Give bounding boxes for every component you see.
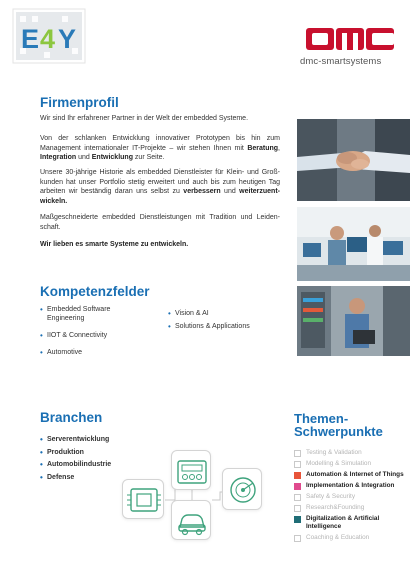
highlight-entwicklung: Entwicklung <box>91 154 133 161</box>
svg-text:4: 4 <box>40 24 56 54</box>
list-item: • Produktion <box>40 448 140 457</box>
themen-item-label: Safety & Security <box>306 493 356 500</box>
category-marker <box>294 505 301 512</box>
list-item: • IIOT & Connectivity <box>40 331 140 340</box>
themen-item <box>294 471 406 479</box>
themen-item-label: Automation & Internet of Things <box>306 471 404 478</box>
car-icon <box>172 501 212 541</box>
engineer-laptop-illustration <box>297 286 410 356</box>
control-panel-icon-card <box>171 450 211 490</box>
category-marker <box>294 461 301 468</box>
themen-item-label: Modelling & Simulation <box>306 460 372 467</box>
pcb-icon-card <box>122 479 164 519</box>
firmenprofil-tagline: Wir lieben es smarte Systeme zu entwickeln. <box>40 241 189 248</box>
svg-text:Y: Y <box>58 24 77 54</box>
car-icon-card <box>171 500 211 540</box>
list-item: • Serverentwicklung <box>40 435 140 444</box>
firmenprofil-title: Firmenprofil <box>40 95 119 110</box>
list-item: • Embedded Software Engineering <box>40 305 140 323</box>
engineer-laptop-photo <box>297 286 410 356</box>
themen-list <box>294 449 406 545</box>
themen-item <box>294 460 406 468</box>
highlight-beratung: Beratung <box>247 144 279 152</box>
radar-icon <box>223 469 263 511</box>
category-marker <box>294 494 301 501</box>
category-marker <box>294 535 301 542</box>
highlight-weiterentwickeln: weiterzuent-wickeln. <box>40 188 280 205</box>
themen-item-label: Digitalization & Artificial Intelligence <box>306 515 380 530</box>
branchen-title: Branchen <box>40 410 103 425</box>
highlight-verbessern: verbessern <box>183 188 221 195</box>
control-panel-icon <box>172 451 212 491</box>
list-item: • Automotive <box>40 348 140 357</box>
firmenprofil-paragraph-4: Maßgeschneiderte embedded Dienstleistungen mit Tradition und Leiden-schaft. <box>40 214 280 231</box>
themen-item-label: Research&Founding <box>306 504 365 511</box>
e4y-logo <box>12 8 86 64</box>
firmenprofil-paragraph-2: Von der schlanken Entwicklung innovativer Prototypen bis hin zum Management internationaler IT-Projekte – wir stehen Ihnen mit Beratung, Integration und Entwicklung zur Seite. <box>40 135 280 161</box>
list-item: • Defense <box>40 473 140 482</box>
kompetenzfelder-title: Kompetenzfelder <box>40 284 150 299</box>
list-item: • Vision & AI <box>168 309 278 318</box>
category-marker <box>294 516 301 523</box>
handshake-photo <box>297 119 410 201</box>
pcb-icon <box>123 480 165 520</box>
themen-item-label: Coaching & Education <box>306 533 370 541</box>
category-marker <box>294 472 301 479</box>
category-marker <box>294 450 301 457</box>
radar-icon-card <box>222 468 262 510</box>
themen-item <box>294 504 406 512</box>
svg-text:E: E <box>21 24 40 54</box>
themen-item-label: Implementation & Integration <box>306 482 395 489</box>
themen-item-label: Testing & Validation <box>306 449 362 456</box>
kompetenzfelder-list-right <box>168 309 278 339</box>
handshake-illustration <box>297 119 410 201</box>
kompetenzfelder-list-left <box>40 305 140 365</box>
highlight-integration: Integration <box>40 154 77 161</box>
list-item: • Solutions & Applications <box>168 322 278 331</box>
themen-item <box>294 482 406 490</box>
engineers-lab-photo <box>297 207 410 281</box>
dmc-wordmark: dmc-smartsystems <box>300 56 382 67</box>
themen-item <box>294 493 406 501</box>
firmenprofil-paragraph-1: Wir sind Ihr erfahrener Partner in der Welt der embedded Systeme. <box>40 115 249 122</box>
themen-item <box>294 515 406 530</box>
category-marker <box>294 483 301 490</box>
engineers-lab-illustration <box>297 207 410 281</box>
themen-item <box>294 534 406 542</box>
firmenprofil-paragraph-3: Unsere 30-jährige Historie als embedded Dienstleister für Klein- und Groß-kunden hat unser Portfolio stetig erweitert und auch bis zum heutigen Tag arbeiten wir beständig daran uns selbst zu verbessern und weiterzuent-wickeln. <box>40 169 280 205</box>
themen-schwerpunkte-title: Themen- Schwerpunkte <box>294 411 383 439</box>
list-item: • Automobilindustrie <box>40 460 140 469</box>
themen-item <box>294 449 406 457</box>
